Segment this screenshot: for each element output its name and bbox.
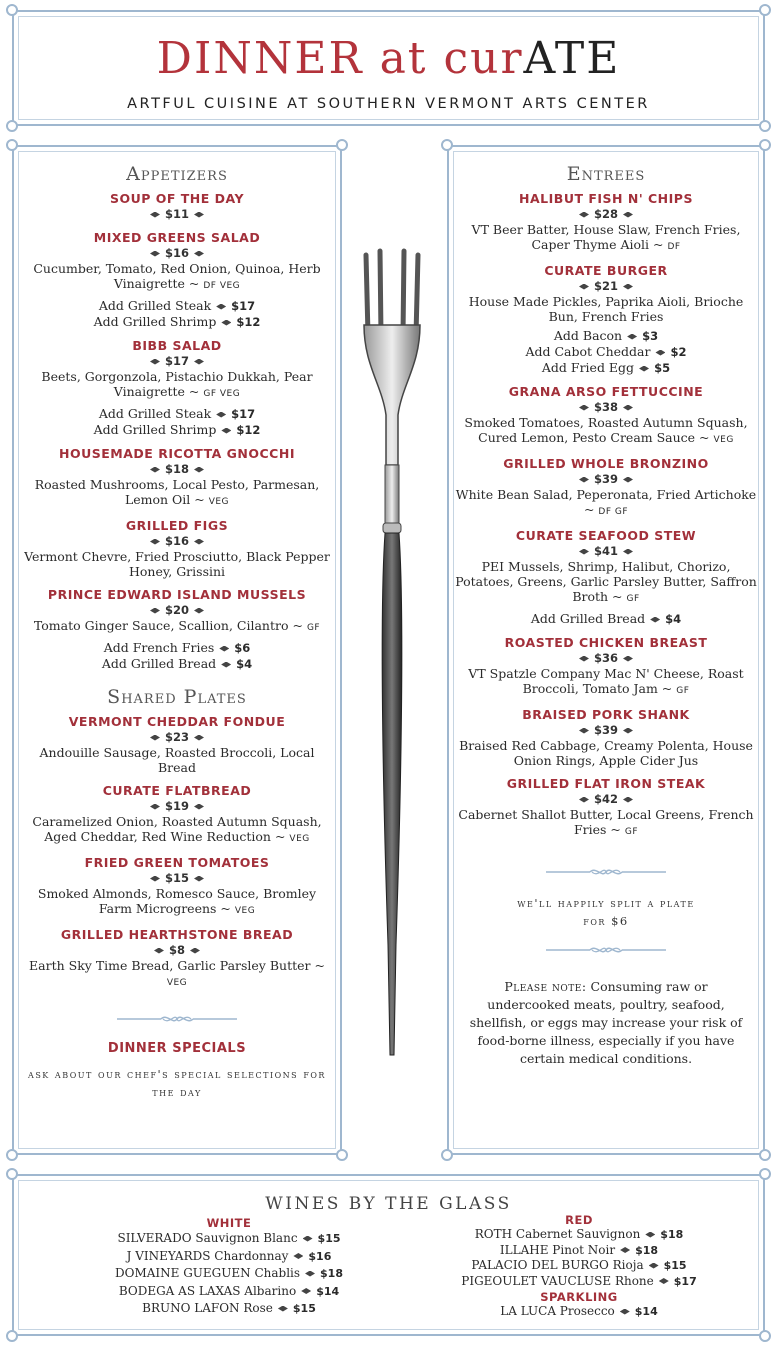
diamond-icon: [623, 477, 633, 483]
item-price-row: [20, 207, 334, 222]
diamond-icon: [627, 334, 637, 340]
item-price-row: [455, 279, 757, 294]
diamond-icon: [620, 1309, 630, 1315]
item-price-row: [455, 651, 757, 666]
item-name: ROASTED CHICKEN BREAST: [504, 635, 708, 650]
item-name: MIXED GREENS SALAD: [93, 230, 261, 245]
addon-row: [20, 656, 334, 672]
diamond-icon: [150, 539, 160, 545]
left-column: [20, 159, 334, 1101]
diamond-icon: [659, 1278, 669, 1284]
item-price: $42: [593, 792, 618, 806]
addon-price: $2: [670, 345, 687, 359]
diet-tags: GF: [676, 686, 690, 696]
white-wine-column: [74, 1216, 384, 1318]
diamond-icon: [219, 646, 229, 652]
item-name: BRAISED PORK SHANK: [522, 707, 690, 722]
appetizer-list: [20, 191, 334, 672]
menu-item: [20, 191, 334, 222]
item-description: [455, 222, 757, 255]
wine-row: [424, 1304, 734, 1320]
item-price-row: [455, 207, 757, 222]
item-price: $28: [593, 207, 618, 221]
item-description: [20, 477, 334, 510]
item-price-row: [20, 462, 334, 477]
diamond-icon: [639, 366, 649, 372]
menu-item: [20, 714, 334, 775]
white-wine-list: [74, 1230, 384, 1318]
diamond-icon: [649, 1263, 659, 1269]
diamond-icon: [579, 728, 589, 734]
diamond-icon: [194, 251, 204, 257]
menu-item: [455, 456, 757, 520]
red-wine-heading: RED: [565, 1213, 593, 1227]
wine-price: $15: [317, 1232, 341, 1245]
menu-title: [14, 34, 763, 84]
item-price-row: [455, 723, 757, 738]
item-description-text: VT Beer Batter, House Slaw, French Fries, Caper Thyme Aioli ~: [471, 222, 741, 252]
wine-label: ROTH Cabernet Sauvignon: [474, 1227, 641, 1241]
item-price: $20: [164, 603, 189, 617]
diamond-icon: [154, 948, 164, 954]
item-description-text: Tomato Ginger Sauce, Scallion, Cilantro ~: [33, 618, 303, 633]
diamond-icon: [623, 728, 633, 734]
item-description: [20, 958, 334, 991]
diamond-icon: [579, 549, 589, 555]
item-price: $11: [164, 207, 189, 221]
diamond-icon: [150, 251, 160, 257]
diamond-icon: [579, 284, 589, 290]
item-description: [455, 738, 757, 768]
entree-list: [455, 191, 757, 840]
right-column: [455, 159, 757, 1068]
fork-icon: [352, 245, 432, 1065]
item-price: $21: [593, 279, 618, 293]
flourish-divider-icon: [546, 866, 666, 878]
diamond-icon: [221, 428, 231, 434]
diamond-icon: [301, 1288, 311, 1294]
item-description: [20, 618, 334, 636]
item-description-text: PEI Mussels, Shrimp, Halibut, Chorizo, Potatoes, Greens, Garlic Parsley Butter, Saffron Broth ~: [455, 559, 757, 604]
item-description: [20, 549, 334, 579]
diamond-icon: [579, 405, 589, 411]
health-note-text: Consuming raw or undercooked meats, poultry, seafood, shellfish, or eggs may increase your risk of food-borne illness, especially if you have certain medical conditions.: [469, 979, 743, 1066]
item-description: [20, 261, 334, 294]
menu-item: [455, 191, 757, 255]
wine-row: [74, 1248, 384, 1266]
diet-tags: DF VEG: [203, 281, 241, 291]
wine-label: J VINEYARDS Chardonnay: [126, 1248, 289, 1263]
item-price-row: [20, 871, 334, 886]
addon-row: [20, 314, 334, 330]
addon-price: $4: [665, 612, 682, 626]
diamond-icon: [194, 804, 204, 810]
menu-item: [455, 776, 757, 840]
menu-item: [455, 263, 757, 376]
diamond-icon: [190, 948, 200, 954]
diamond-icon: [221, 662, 231, 668]
item-price-row: [455, 792, 757, 807]
sparkling-wine-heading: SPARKLING: [540, 1290, 618, 1304]
item-description-text: Roasted Mushrooms, Local Pesto, Parmesan, Lemon Oil ~: [34, 477, 320, 507]
diamond-icon: [150, 804, 160, 810]
menu-item: [455, 707, 757, 768]
menu-item: [20, 338, 334, 438]
menu-item: [20, 783, 334, 847]
item-name: GRILLED WHOLE BRONZINO: [503, 456, 709, 471]
item-description-text: Cabernet Shallot Butter, Local Greens, French Fries ~: [458, 807, 754, 837]
addon-row: [455, 328, 757, 344]
sparkling-wine-list: [424, 1304, 734, 1320]
item-price-row: [455, 544, 757, 559]
item-price: $17: [164, 354, 189, 368]
diamond-icon: [221, 320, 231, 326]
item-description-text: Cucumber, Tomato, Red Onion, Quinoa, Herb Vinaigrette ~: [33, 261, 321, 291]
addon-label: Add Grilled Shrimp: [93, 422, 217, 437]
diamond-icon: [150, 876, 160, 882]
entrees-title: Entrees: [566, 163, 646, 185]
item-price: $19: [164, 799, 189, 813]
item-price: $16: [164, 246, 189, 260]
addon-row: [20, 640, 334, 656]
wine-label: DOMAINE GUEGUEN Chablis: [114, 1266, 301, 1280]
wine-price: $17: [673, 1274, 697, 1288]
item-name: GRILLED FIGS: [125, 518, 229, 533]
menu-title-red: DINNER at cur: [156, 33, 524, 84]
item-description-text: Vermont Chevre, Fried Prosciutto, Black Pepper Honey, Grissini: [24, 549, 330, 579]
menu-subtitle: ARTFUL CUISINE AT SOUTHERN VERMONT ARTS CENTER: [127, 96, 650, 112]
diamond-icon: [194, 212, 204, 218]
item-description-text: Andouille Sausage, Roasted Broccoli, Local Bread: [39, 745, 315, 775]
wine-price: $14: [634, 1305, 658, 1318]
item-name: HALIBUT FISH N' CHIPS: [519, 191, 693, 206]
shared-plates-list: [20, 714, 334, 991]
addon-label: Add French Fries: [103, 640, 215, 655]
diamond-icon: [579, 212, 589, 218]
addon-label: Add Grilled Steak: [98, 406, 212, 421]
diamond-icon: [150, 735, 160, 741]
diamond-icon: [150, 608, 160, 614]
red-wine-list: [424, 1227, 734, 1289]
addon-label: Add Cabot Cheddar: [525, 344, 651, 359]
wine-row: [74, 1283, 384, 1301]
wine-label: BODEGA AS LAXAS Albarino: [118, 1283, 297, 1298]
item-name: BIBB SALAD: [132, 338, 222, 353]
menu-item: [20, 518, 334, 579]
wine-price: $18: [635, 1243, 659, 1257]
menu-title-dark: ATE: [523, 33, 621, 84]
diamond-icon: [579, 477, 589, 483]
wine-row: [424, 1274, 734, 1290]
addon-price: $6: [234, 641, 251, 655]
item-price: $39: [593, 723, 618, 737]
diamond-icon: [194, 608, 204, 614]
item-description-text: VT Spatzle Company Mac N' Cheese, Roast Broccoli, Tomato Jam ~: [468, 666, 744, 696]
item-description-text: Caramelized Onion, Roasted Autumn Squash, Aged Cheddar, Red Wine Reduction ~: [32, 814, 322, 844]
diamond-icon: [303, 1236, 313, 1242]
diamond-icon: [305, 1271, 315, 1277]
wine-label: ILLAHE Pinot Noir: [499, 1242, 616, 1257]
item-description-text: Smoked Tomatoes, Roasted Autumn Squash, Cured Lemon, Pesto Cream Sauce ~: [464, 415, 748, 445]
diamond-icon: [293, 1253, 303, 1259]
wine-label: LA LUCA Prosecco: [500, 1304, 615, 1318]
wine-price: $14: [316, 1284, 340, 1298]
menu-item: [455, 635, 757, 699]
item-price: $23: [164, 730, 189, 744]
item-price-row: [20, 354, 334, 369]
wine-row: [74, 1230, 384, 1248]
addon-row: [20, 298, 334, 314]
menu-item: [20, 446, 334, 510]
addon-row: [455, 344, 757, 360]
item-price-row: [455, 400, 757, 415]
menu-item: [455, 528, 757, 627]
item-description: [20, 745, 334, 775]
item-price-row: [20, 534, 334, 549]
diamond-icon: [216, 304, 226, 310]
diamond-icon: [655, 350, 665, 356]
diet-tags: VEG: [713, 435, 734, 445]
addon-price: $12: [236, 315, 261, 329]
wine-label: PALACIO DEL BURGO Rioja: [471, 1258, 644, 1272]
addon-label: Add Bacon: [553, 328, 623, 343]
addon-row: [455, 360, 757, 376]
diet-tags: GF: [306, 623, 321, 633]
item-description: [20, 814, 334, 847]
diamond-icon: [194, 359, 204, 365]
diet-tags: VEG: [234, 906, 256, 916]
item-name: SOUP OF THE DAY: [109, 191, 245, 206]
item-name: HOUSEMADE RICOTTA GNOCCHI: [59, 446, 295, 461]
menu-item: [20, 855, 334, 919]
addon-price: $17: [231, 407, 256, 421]
diet-tags: VEG: [289, 834, 310, 844]
item-name: PRINCE EDWARD ISLAND MUSSELS: [47, 587, 307, 602]
wine-panel: [12, 1174, 765, 1336]
diet-tags: VEG: [208, 497, 230, 507]
diamond-icon: [278, 1306, 288, 1312]
wine-label: SILVERADO Sauvignon Blanc: [117, 1231, 298, 1245]
item-name: VERMONT CHEDDAR FONDUE: [68, 714, 286, 729]
wine-price: $15: [663, 1259, 687, 1272]
item-price: $16: [164, 534, 189, 548]
item-price: $41: [593, 544, 618, 558]
item-description: [455, 807, 757, 840]
diamond-icon: [620, 1247, 630, 1253]
addon-row: [20, 422, 334, 438]
item-price-row: [455, 472, 757, 487]
addon-label: Add Grilled Bread: [530, 611, 646, 626]
health-note-lead: Please note:: [504, 979, 587, 994]
item-name: GRILLED HEARTHSTONE BREAD: [60, 927, 294, 942]
diet-tags: GF VEG: [203, 389, 241, 399]
item-name: GRANA ARSO FETTUCCINE: [508, 384, 704, 399]
diamond-icon: [216, 412, 226, 418]
addon-label: Add Grilled Steak: [98, 298, 212, 313]
menu-item: [455, 384, 757, 448]
item-description: [455, 559, 757, 607]
wine-price: $15: [292, 1302, 316, 1315]
item-description: [455, 666, 757, 699]
item-description: [455, 415, 757, 448]
diamond-icon: [194, 735, 204, 741]
diet-tags: GF: [626, 594, 640, 604]
wine-label: BRUNO LAFON Rose: [142, 1301, 273, 1315]
wine-row: [74, 1300, 384, 1318]
health-note: [455, 978, 757, 1068]
addon-price: $3: [642, 329, 659, 343]
item-price: $8: [168, 943, 185, 957]
wine-label: PIGEOULET VAUCLUSE Rhone: [461, 1273, 654, 1288]
diamond-icon: [194, 876, 204, 882]
dinner-specials-title: DINNER SPECIALS: [107, 1041, 247, 1056]
diamond-icon: [650, 617, 660, 623]
addon-row: [455, 611, 757, 627]
menu-item: [20, 927, 334, 991]
item-price-row: [20, 603, 334, 618]
shared-plates-title: Shared Plates: [107, 686, 247, 708]
flourish-divider-icon: [546, 944, 666, 956]
wine-price: $18: [660, 1228, 684, 1241]
addon-price: $17: [231, 299, 256, 313]
addon-price: $5: [654, 361, 671, 375]
diet-tags: VEG: [166, 978, 188, 988]
addon-price: $4: [236, 657, 253, 671]
item-price: $15: [164, 871, 189, 885]
diamond-icon: [623, 405, 633, 411]
menu-item: [20, 230, 334, 330]
item-name: GRILLED FLAT IRON STEAK: [506, 776, 706, 791]
split-plate-note: we'll happily split a plate for $6: [517, 896, 695, 928]
diamond-icon: [623, 212, 633, 218]
item-name: CURATE BURGER: [544, 263, 668, 278]
item-price-row: [20, 730, 334, 745]
item-price-row: [20, 799, 334, 814]
diamond-icon: [623, 284, 633, 290]
header-panel: [12, 10, 765, 126]
item-price: $36: [593, 651, 618, 665]
addon-label: Add Fried Egg: [541, 360, 635, 375]
diamond-icon: [645, 1232, 655, 1238]
diamond-icon: [150, 467, 160, 473]
item-price-row: [20, 246, 334, 261]
item-description: [455, 294, 757, 324]
addon-price: $12: [236, 423, 261, 437]
diet-tags: DF GF: [598, 507, 629, 517]
diamond-icon: [623, 656, 633, 662]
white-wine-heading: WHITE: [206, 1216, 252, 1230]
wine-row: [424, 1243, 734, 1259]
item-description: [455, 487, 757, 520]
item-description-text: Beets, Gorgonzola, Pistachio Dukkah, Pear Vinaigrette ~: [41, 369, 313, 399]
item-description-text: House Made Pickles, Paprika Aioli, Brioche Bun, French Fries: [468, 294, 744, 324]
item-price-row: [20, 943, 334, 958]
addon-label: Add Grilled Shrimp: [93, 314, 217, 329]
diet-tags: GF: [624, 827, 639, 837]
item-description: [20, 886, 334, 919]
wines-title: WINES BY THE GLASS: [265, 1194, 512, 1214]
wine-price: $18: [320, 1267, 343, 1280]
diamond-icon: [194, 539, 204, 545]
diamond-icon: [150, 359, 160, 365]
wine-row: [74, 1265, 384, 1283]
diamond-icon: [150, 212, 160, 218]
item-description-text: Earth Sky Time Bread, Garlic Parsley Butter ~: [29, 958, 325, 973]
diet-tags: DF: [667, 242, 681, 252]
item-description-text: Braised Red Cabbage, Creamy Polenta, House Onion Rings, Apple Cider Jus: [459, 738, 753, 768]
item-price: $39: [593, 472, 618, 486]
diamond-icon: [194, 467, 204, 473]
flourish-divider-icon: [117, 1013, 237, 1025]
wine-row: [424, 1227, 734, 1243]
item-name: FRIED GREEN TOMATOES: [84, 855, 270, 870]
wine-row: [424, 1258, 734, 1274]
item-description-text: White Bean Salad, Peperonata, Fried Artichoke ~: [455, 487, 757, 517]
right-menu-panel: [447, 145, 765, 1155]
addon-label: Add Grilled Bread: [101, 656, 217, 671]
diamond-icon: [579, 797, 589, 803]
menu-item: [20, 587, 334, 672]
red-wine-column: [424, 1213, 734, 1320]
item-name: CURATE SEAFOOD STEW: [515, 528, 697, 543]
diamond-icon: [623, 549, 633, 555]
left-menu-panel: [12, 145, 342, 1155]
item-description: [20, 369, 334, 402]
diamond-icon: [623, 797, 633, 803]
item-description-text: Smoked Almonds, Romesco Sauce, Bromley Farm Microgreens ~: [37, 886, 317, 916]
dinner-specials-text: ask about our chef's special selections for the day: [28, 1067, 326, 1099]
item-price: $18: [164, 462, 189, 476]
wine-price: $16: [308, 1249, 332, 1263]
item-price: $38: [593, 400, 618, 414]
appetizers-title: Appetizers: [126, 163, 228, 185]
item-name: CURATE FLATBREAD: [102, 783, 252, 798]
addon-row: [20, 406, 334, 422]
diamond-icon: [579, 656, 589, 662]
